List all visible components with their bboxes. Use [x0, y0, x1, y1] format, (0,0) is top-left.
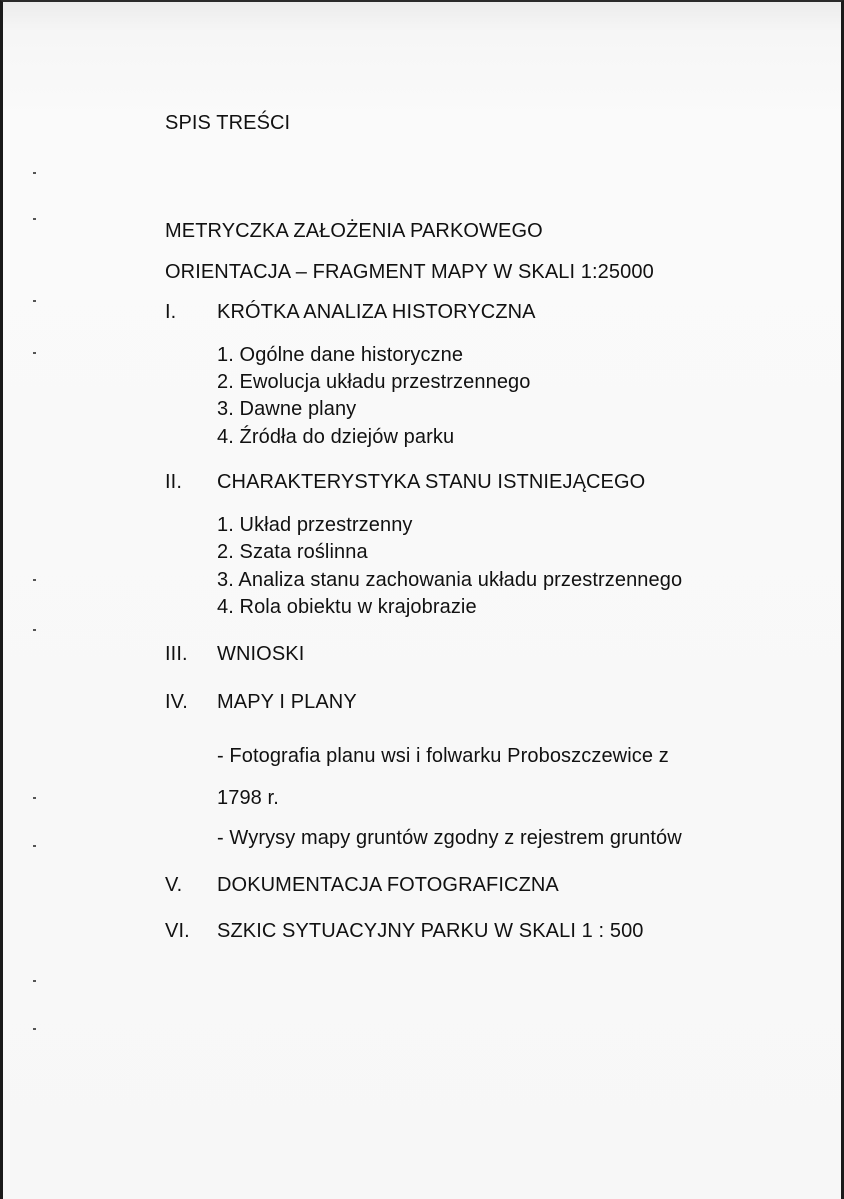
- section-heading: DOKUMENTACJA FOTOGRAFICZNA: [217, 874, 559, 896]
- scan-speck: [33, 797, 36, 799]
- toc-item: 3. Dawne plany: [217, 398, 357, 420]
- scan-speck: [33, 579, 36, 581]
- scan-speck: [33, 172, 36, 174]
- section-heading: SZKIC SYTUACYJNY PARKU W SKALI 1 : 500: [217, 920, 644, 942]
- section-heading: WNIOSKI: [217, 643, 305, 665]
- scan-speck: [33, 845, 36, 847]
- intro-metryczka: METRYCZKA ZAŁOŻENIA PARKOWEGO: [165, 220, 543, 242]
- toc-item: 1. Układ przestrzenny: [217, 514, 413, 536]
- section-numeral: V.: [165, 874, 183, 896]
- intro-orientacja: ORIENTACJA – FRAGMENT MAPY W SKALI 1:25000: [165, 261, 654, 283]
- section-heading: CHARAKTERYSTYKA STANU ISTNIEJĄCEGO: [217, 471, 646, 493]
- page-title: SPIS TREŚCI: [165, 112, 291, 134]
- scan-speck: [33, 1028, 36, 1030]
- scan-speck: [33, 629, 36, 631]
- section-numeral: VI.: [165, 920, 190, 942]
- toc-item: 3. Analiza stanu zachowania układu przestrzennego: [217, 569, 683, 591]
- section-numeral: II.: [165, 471, 182, 493]
- toc-item: 4. Źródła do dziejów parku: [217, 426, 455, 448]
- section-heading: MAPY I PLANY: [217, 691, 357, 713]
- toc-item: 4. Rola obiektu w krajobrazie: [217, 596, 477, 618]
- scan-speck: [33, 980, 36, 982]
- toc-item: - Wyrysy mapy gruntów zgodny z rejestrem gruntów: [217, 827, 682, 849]
- section-numeral: I.: [165, 301, 177, 323]
- toc-item: - Fotografia planu wsi i folwarku Proboszczewice z: [217, 745, 669, 767]
- section-heading: KRÓTKA ANALIZA HISTORYCZNA: [217, 301, 536, 323]
- section-numeral: IV.: [165, 691, 188, 713]
- toc-item: 1. Ogólne dane historyczne: [217, 344, 464, 366]
- scan-speck: [33, 352, 36, 354]
- scan-speck: [33, 218, 36, 220]
- toc-item: 2. Ewolucja układu przestrzennego: [217, 371, 531, 393]
- scan-speck: [33, 300, 36, 302]
- toc-item: 1798 r.: [217, 787, 279, 809]
- toc-item: 2. Szata roślinna: [217, 541, 368, 563]
- section-numeral: III.: [165, 643, 188, 665]
